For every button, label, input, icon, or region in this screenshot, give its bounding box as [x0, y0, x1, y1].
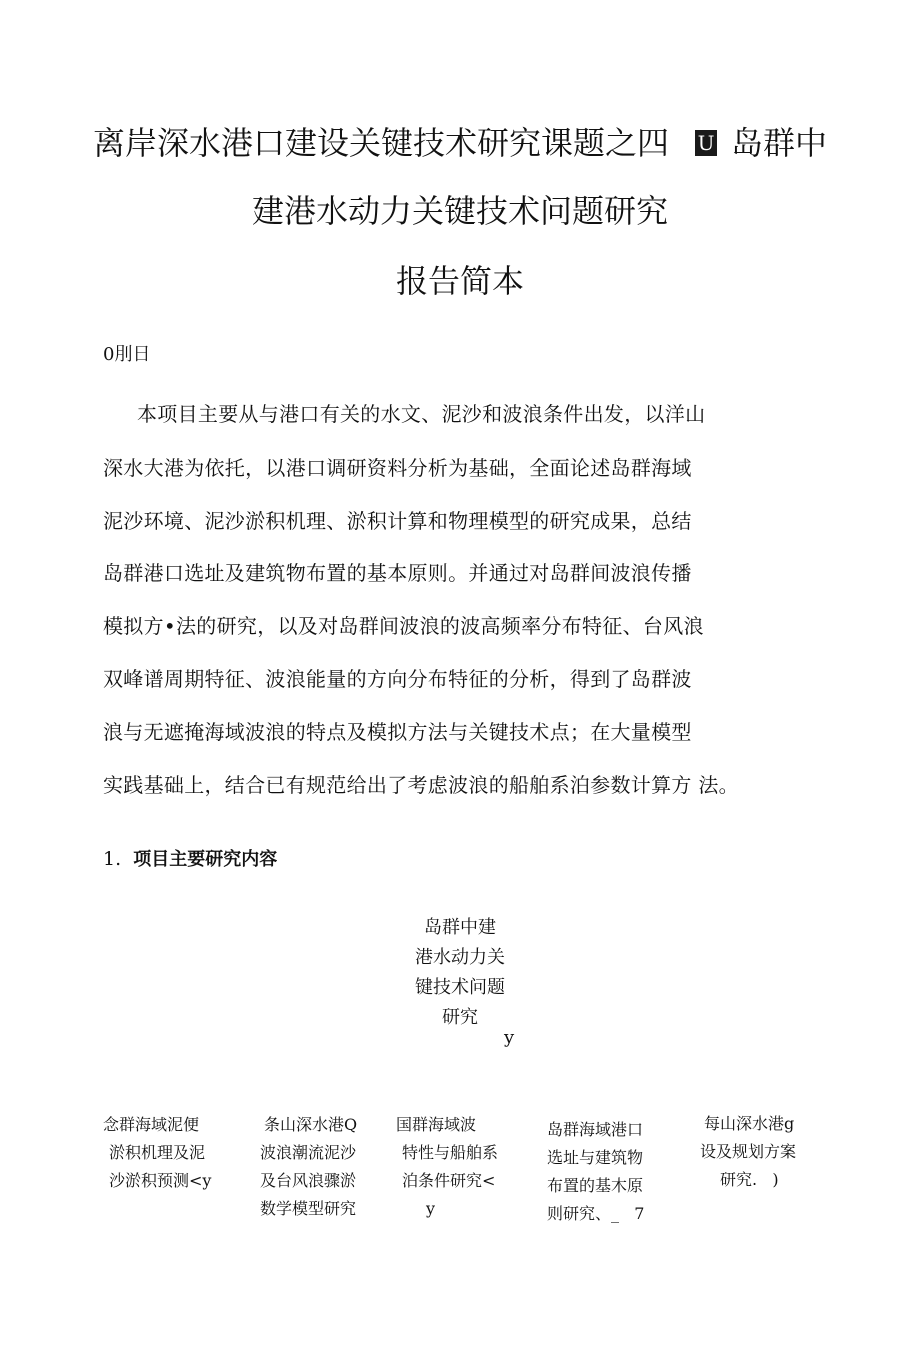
- paragraph-line: 浪与无遮掩海域波浪的特点及模拟方法与关键技术点；在大量模型: [103, 720, 692, 744]
- section-number: 1.: [103, 848, 122, 870]
- subtopic-line: 波浪潮流泥沙: [260, 1143, 357, 1162]
- root-node-line: 港水动力关: [415, 947, 505, 968]
- paragraph-line: 模拟方•法的研究，以及对岛群间波浪的波高频率分布特征、台风浪: [103, 614, 704, 638]
- root-node-line: 岛群中建: [424, 917, 496, 938]
- subtopic-line: 每山深水港g: [704, 1114, 795, 1133]
- subtopic-line: 念群海域泥便: [103, 1115, 200, 1134]
- report-subtitle: 报告简本: [395, 262, 524, 300]
- paragraph-line: 实践基础上，结合已有规范给出了考虑波浪的船舶系泊参数计算方 法。: [103, 773, 739, 797]
- title-part-1: 离岸深水港口建设关键技术研究课题之四: [92, 124, 669, 162]
- subtopic-line: 及台风浪骤淤: [260, 1171, 357, 1190]
- subtopic-line: y: [426, 1199, 436, 1218]
- diagram-root-node: [380, 913, 540, 1033]
- subtopic-line: 则研究、_ 7: [547, 1204, 645, 1223]
- root-node-line: 研究: [442, 1007, 478, 1028]
- subtopic-line: 条山深水港Q: [264, 1115, 358, 1134]
- foreword-heading: 0刖日: [103, 344, 151, 365]
- subtopic-wave-mooring: [396, 1111, 498, 1223]
- paragraph-line: 深水大港为依托，以港口调研资料分析为基础，全面论述岛群海域: [103, 456, 692, 480]
- root-node-line: 键技术问题: [415, 977, 505, 998]
- section-heading: [103, 845, 277, 871]
- subtopic-line: 国群海域波: [396, 1115, 477, 1134]
- title-part-2: 岛群中: [731, 124, 828, 162]
- subtopic-sediment: [103, 1111, 211, 1195]
- paragraph-line: 本项目主要从与港口有关的水文、泥沙和波浪条件出发，以洋山: [137, 402, 706, 426]
- section-title: 项目主要研究内容: [133, 849, 278, 870]
- subtopic-line: 选址与建筑物: [547, 1148, 644, 1167]
- paragraph-line: 岛群港口选址及建筑物布置的基本原则。并通过对岛群间波浪传播: [103, 561, 692, 585]
- subtopic-line: 数学模型研究: [260, 1199, 357, 1218]
- paragraph-line: 泥沙环境、泥沙淤积机理、淤积计算和物理模型的研究成果，总结: [103, 509, 692, 533]
- subtopic-line: 研究. ): [720, 1170, 779, 1189]
- subtopic-line: 沙淤积预测<y: [109, 1171, 212, 1190]
- root-arrow-mark: y: [504, 1027, 515, 1048]
- subtopic-line: 设及规划方案: [700, 1142, 797, 1161]
- report-title-line-2: 建港水动力关键技术问题研究: [251, 192, 668, 230]
- title-badge: U: [695, 130, 717, 156]
- subtopic-line: 淤积机理及泥: [109, 1143, 206, 1162]
- subtopic-planning: [700, 1110, 796, 1194]
- subtopic-numerical-model: [260, 1111, 357, 1223]
- report-title-line-1: [0, 118, 920, 164]
- subtopic-port-siting: [547, 1116, 644, 1228]
- subtopic-line: 布置的基木原: [547, 1176, 644, 1195]
- subtopic-line: 泊条件研究<: [402, 1171, 496, 1190]
- paragraph-line: 双峰谱周期特征、波浪能量的方向分布特征的分析，得到了岛群波: [103, 667, 692, 691]
- subtopic-line: 岛群海域港口: [547, 1120, 644, 1139]
- subtopic-line: 特性与船舶系: [402, 1143, 499, 1162]
